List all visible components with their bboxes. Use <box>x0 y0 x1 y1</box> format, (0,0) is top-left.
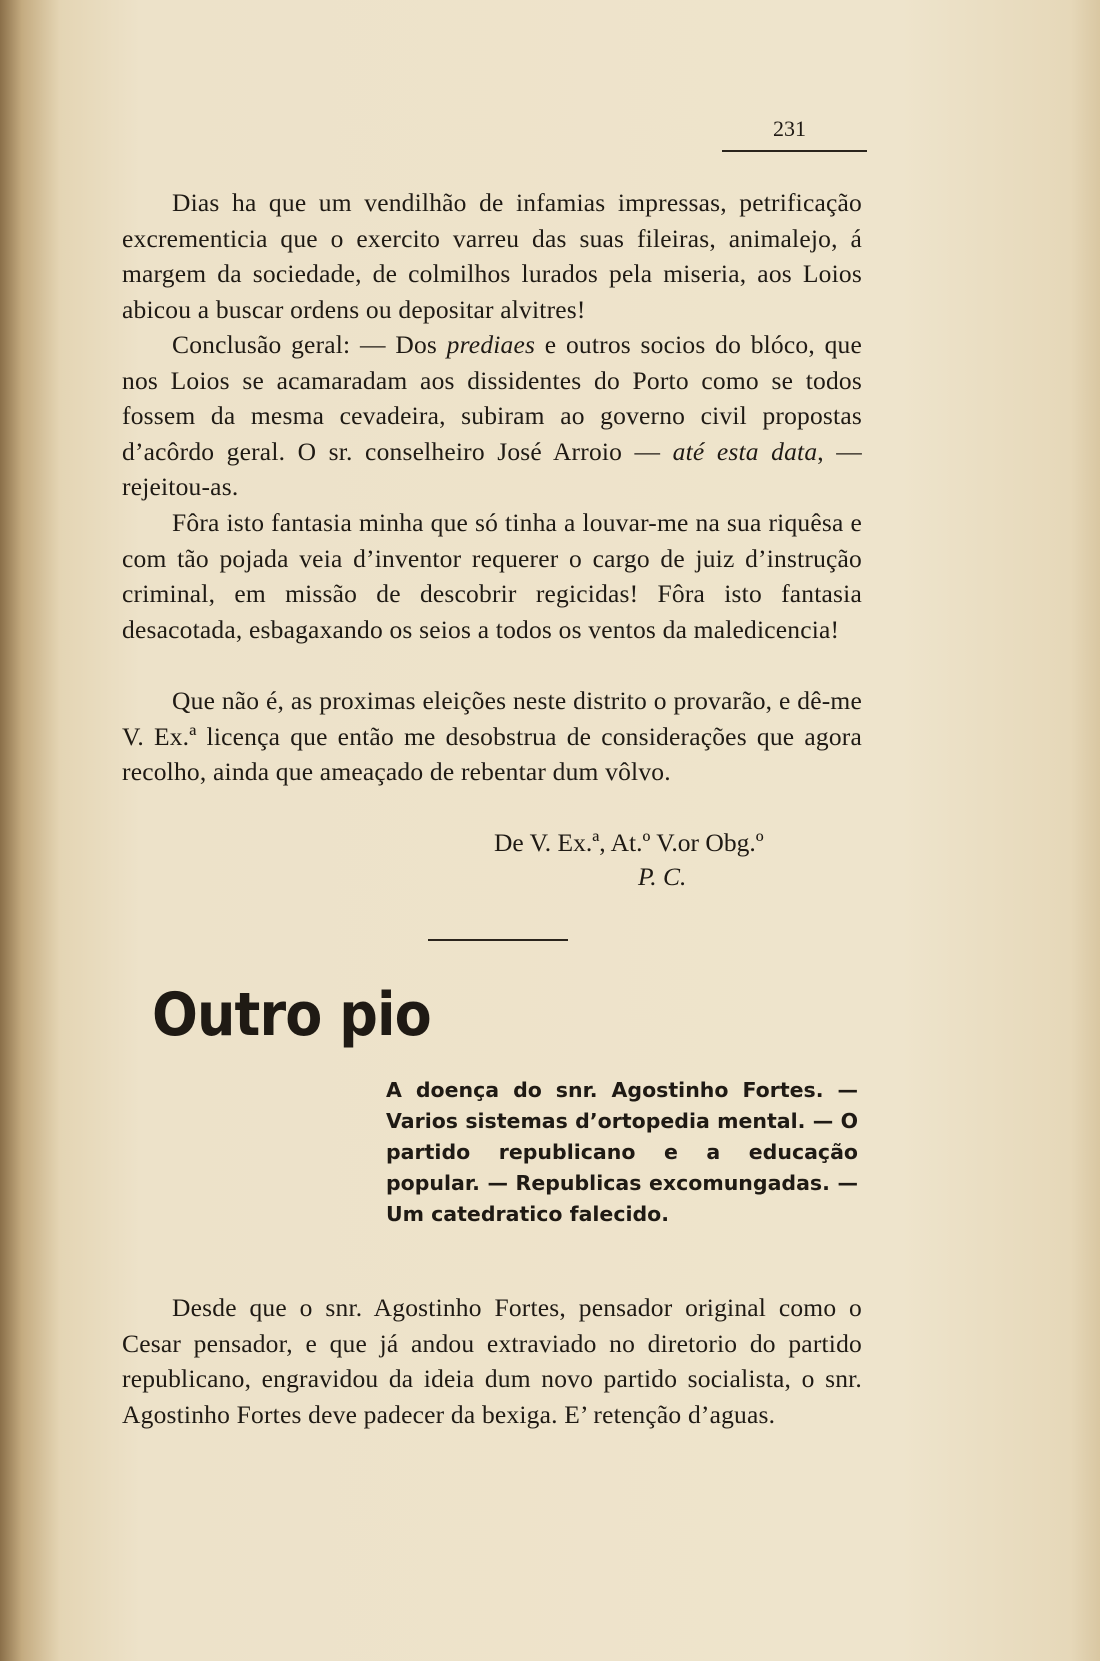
paragraph-2-text-b: e outros socios do blóco, que nos Loios se acamaradam aos dissidentes do Porto como se todos fossem da mesma cevadeira, subiram ao governo civil propostas d’acôrdo geral. O sr. conselheiro José Arroio — <box>122 330 862 466</box>
section-body: Desde que o snr. Agostinho Fortes, pensador original como o Cesar pensador, e que já andou extraviado no diretorio do partido republicano, engravidou da ideia dum novo partido socialista, o snr. Agostinho Fortes deve padecer da bexiga. E’ retenção d’aguas. <box>122 1293 862 1429</box>
section-summary: A doença do snr. Agostinho Fortes. — Varios sistemas d’ortopedia mental. — O partido republicano e a educação popular. — Republicas excomungadas. — Um catedratico falecido. <box>386 1078 858 1226</box>
page-number: 231 <box>773 116 806 141</box>
section-title: Outro pio <box>152 980 431 1050</box>
paragraph-2-text-a: Conclusão geral: — Dos <box>172 330 447 359</box>
signature-closing: De V. Ex.ª, At.º V.or Obg.º <box>494 828 764 857</box>
paragraph-1: Dias ha que um vendilhão de infamias impressas, petrificação excrementicia que o exercito varreu das suas fileiras, animalejo, á margem da sociedade, de colmilhos lurados pela miseria, aos Loios abicou a buscar ordens ou depositar alvitres! <box>122 188 862 324</box>
signature-initials: P. C. <box>638 862 687 891</box>
section-divider <box>428 939 568 941</box>
paragraph-2-text-c: , — rejeitou-as. <box>122 436 862 501</box>
paragraph-2 <box>122 327 862 505</box>
paragraph-4: Que não é, as proximas eleições neste distrito o provarão, e dê-me V. Ex.ª licença que então me desobstrua de considerações que agora recolho, ainda que ameaçado de rebentar dum vôlvo. <box>122 686 862 786</box>
header-rule <box>722 150 867 152</box>
paragraph-3: Fôra isto fantasia minha que só tinha a louvar-me na sua riquêsa e com tão pojada veia d’inventor requerer o cargo de juiz d’instrução criminal, em missão de descobrir regicidas! Fôra isto fantasia desacotada, esbagaxando os seios a todos os ventos da maledicencia! <box>122 508 862 644</box>
paragraph-2-italic-date: até esta data <box>672 436 818 466</box>
paragraph-2-italic-prediaes: prediaes <box>446 330 536 359</box>
